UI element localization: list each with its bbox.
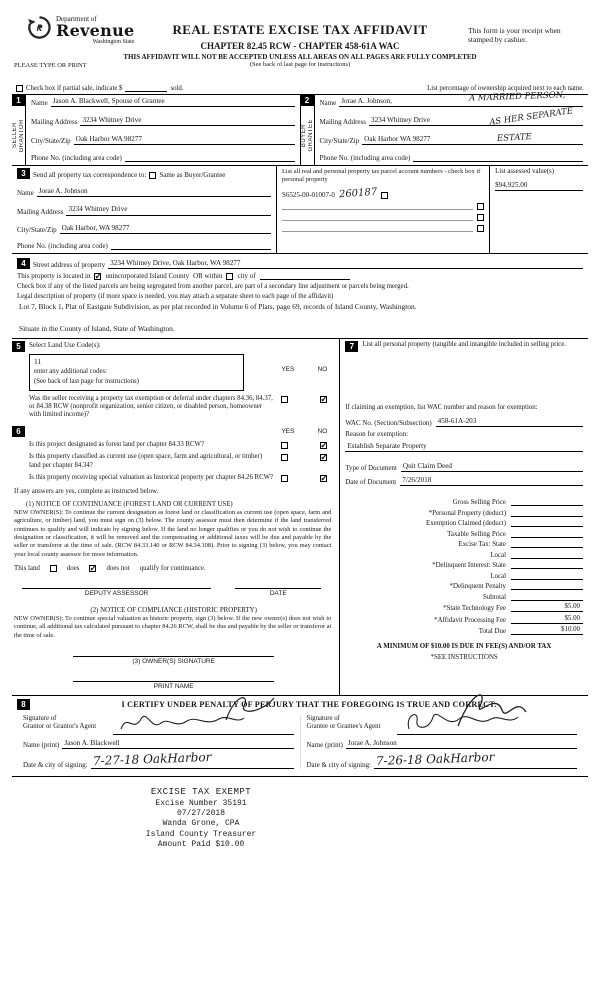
q3-no-checkbox[interactable] — [320, 475, 327, 482]
if-yes-instruction: If any answers are yes, complete as instructed below. — [14, 487, 159, 495]
partial-sale-amount-line[interactable] — [125, 91, 167, 92]
grantor-date-city-field[interactable] — [91, 750, 294, 769]
q1-yes-checkbox[interactable] — [281, 442, 288, 449]
section-2-number: 2 — [301, 95, 314, 106]
unincorporated-checkbox[interactable] — [94, 273, 101, 280]
located-in-label: This property is located in — [17, 272, 91, 280]
s6-question-2: Is this property classified as current use (open space, farm and agricultural, or timber) land per chapter 84.34? — [29, 453, 263, 469]
land-use-codebox — [29, 354, 244, 391]
fee-label: *Personal Property (deduct) — [428, 509, 506, 517]
buyer-name-label: Name — [319, 99, 337, 108]
buyer-city-label: City/State/Zip — [319, 137, 360, 146]
middle-columns — [12, 339, 588, 696]
q2-yes-checkbox[interactable] — [281, 454, 288, 461]
fee-label: Total Due — [478, 628, 506, 636]
or-within-label: OR within — [193, 272, 223, 280]
grantor-signature-line[interactable] — [113, 715, 294, 735]
city-of-label: city of — [237, 272, 256, 280]
section-5-number: 5 — [12, 341, 25, 352]
parcel-number-value[interactable]: S6525-00-01007-0 — [281, 190, 335, 199]
q2-no-checkbox[interactable] — [320, 454, 327, 461]
fee-label: Exemption Claimed (deduct) — [426, 520, 506, 528]
fee-label: Gross Selling Price — [452, 499, 506, 507]
left-column — [12, 339, 340, 695]
correspondence-section — [12, 166, 588, 254]
fee-value[interactable] — [511, 582, 583, 590]
parcel-personal-checkbox-1[interactable] — [381, 192, 388, 199]
stamp-excise-number: Excise Number 35191 — [155, 798, 247, 808]
land-use-code-field[interactable]: 11 — [34, 356, 42, 366]
fee-label: Subtotal — [483, 593, 506, 601]
continuance-does-not-checkbox[interactable] — [89, 565, 96, 572]
segregated-note: Check box if any of the listed parcels are being segregated from another parcel, are part of a secondary line adjustment or parcels being merged. — [17, 283, 409, 290]
fee-label: *Delinquent Interest: State — [432, 562, 506, 570]
s5-yes-no-header: YES NO — [281, 365, 328, 373]
fee-label: *Delinquent Penalty — [449, 583, 506, 591]
grantor-sig-label-1: Signature of — [23, 714, 57, 722]
seller-city-field[interactable]: Oak Harbor WA 98277 — [74, 135, 295, 145]
parcel-personal-checkbox-2[interactable] — [477, 203, 484, 210]
grantee-signature-ink — [403, 709, 523, 735]
date-of-document-field[interactable]: 7/26/2018 — [400, 476, 583, 486]
fee-value[interactable] — [511, 498, 583, 506]
logo-wa-state: Washington State — [92, 39, 135, 45]
personal-property-blank-area[interactable] — [345, 352, 583, 404]
buyer-city-handwriting: ESTATE — [496, 132, 532, 144]
buyer-section — [300, 90, 589, 165]
fee-value[interactable] — [511, 509, 583, 517]
fee-value[interactable] — [511, 561, 583, 569]
reason-field[interactable]: Establish Separate Property — [345, 442, 583, 452]
fee-label: Taxable Selling Price — [447, 530, 506, 538]
does-not-label: does not — [106, 564, 130, 572]
fee-value[interactable]: $10.00 — [511, 626, 583, 635]
corr-phone-field[interactable] — [111, 242, 271, 250]
grantee-sig-label-1: Signature of — [306, 714, 340, 722]
fee-value[interactable] — [511, 530, 583, 538]
corr-mailing-label: Mailing Address — [17, 207, 64, 216]
parcel-numbers-header: List all real and personal property tax parcel account numbers - check box if personal property — [281, 168, 481, 183]
type-of-document-label: Type of Document — [345, 464, 397, 472]
buyer-name-field[interactable]: Jorae A. Johnson, — [339, 97, 583, 107]
certify-statement: I CERTIFY UNDER PENALTY OF PERJURY THAT THE FOREGOING IS TRUE AND CORRECT. — [121, 699, 497, 709]
parcel-personal-checkbox-3[interactable] — [477, 214, 484, 221]
legal-description-value[interactable]: Lot 7, Block 1, Plat of Eastgate Subdivision, as per plat recorded in Volume 6 of Plats, page 69, records of Island County, Washington. — [19, 302, 417, 311]
grantee-signature-block — [300, 715, 584, 769]
seller-phone-label: Phone No. (including area code) — [31, 153, 122, 162]
logo-revenue: Revenue — [56, 21, 135, 40]
s6-question-3: Is this property receiving special valuation as historical property per chapter 84.26 RCW? — [29, 474, 274, 482]
street-address-field[interactable]: 3234 Whitney Drive, Oak Harbor, WA 98277 — [108, 259, 583, 269]
notice2-body: NEW OWNER(S): To continue special valuation as historic property, sign (3) below. If the new owner(s) does not wish to continue, all additional tax calculated pursuant to chapter 84.26 RCW, shall be due and payable by the seller or transferor at the time of sale. — [14, 614, 332, 639]
parcel-blank-line-3[interactable] — [282, 214, 473, 221]
grantee-date-handwriting: 7-26-18 OakHarbor — [375, 750, 495, 769]
logo-dept-of: Department of — [56, 15, 97, 23]
city-checkbox[interactable] — [226, 273, 233, 280]
see-instructions-note: *SEE INSTRUCTIONS — [430, 654, 498, 662]
parcel-blank-line-4[interactable] — [282, 225, 473, 232]
grantee-name-field[interactable]: Jorae A. Johnson — [346, 739, 577, 749]
continuance-does-checkbox[interactable] — [50, 565, 57, 572]
assessed-value-field[interactable]: $94,925.00 — [495, 181, 583, 191]
seller-phone-field[interactable] — [125, 154, 295, 162]
fee-label: *Affidavit Processing Fee — [434, 616, 506, 624]
fee-value[interactable]: $5.00 — [511, 615, 583, 624]
minimum-due-note: A MINIMUM OF $10.00 IS DUE IN FEE(S) AND/OR TAX — [376, 643, 552, 651]
fee-value[interactable]: $5.00 — [511, 603, 583, 612]
type-of-document-field[interactable]: Quit Claim Deed — [401, 462, 583, 472]
same-as-buyer-checkbox[interactable] — [149, 172, 156, 179]
corr-city-label: City/State/Zip — [17, 225, 57, 234]
s5-no-checkbox[interactable] — [320, 396, 327, 403]
stamp-treasurer-title: Island County Treasurer — [145, 829, 257, 839]
parties-row — [12, 90, 588, 166]
assessor-date-line[interactable]: DATE — [235, 588, 321, 597]
partial-sale-label: Check box if partial sale, indicate $ — [26, 85, 123, 92]
does-label: does — [66, 564, 80, 572]
parcel-handwriting: 260187 — [338, 186, 378, 200]
s5-yes-checkbox[interactable] — [281, 396, 288, 403]
owners-signature-line[interactable]: (3) OWNER(S) SIGNATURE — [73, 656, 273, 665]
assessed-values-header: List assessed value(s) — [495, 168, 554, 175]
same-as-buyer-label: Same as Buyer/Grantee — [159, 170, 226, 179]
additional-codes-label: enter any additional codes: — [34, 368, 108, 376]
unincorporated-label: unincorporated Island County — [105, 272, 190, 280]
stamp-date: 07/27/2018 — [176, 809, 225, 819]
fee-value[interactable] — [511, 593, 583, 601]
warning-line: THIS AFFIDAVIT WILL NOT BE ACCEPTED UNLESS ALL AREAS ON ALL PAGES ARE FULLY COMPLETED — [123, 53, 477, 61]
reason-label: Reason for exemption: — [345, 430, 409, 438]
street-address-label: Street address of property — [33, 260, 106, 269]
send-correspondence-label: Send all property tax correspondence to: — [33, 170, 147, 179]
section-3-number: 3 — [17, 168, 30, 179]
section-8-number: 8 — [17, 699, 30, 710]
corr-name-field[interactable]: Jorae A. Johnson — [37, 187, 271, 197]
dor-logo — [26, 14, 135, 45]
partial-sale-checkbox[interactable] — [16, 85, 23, 92]
print-name-line[interactable]: PRINT NAME — [73, 681, 273, 690]
warning-subline: (See back of last page for instructions) — [249, 61, 351, 68]
stamp-exempt-line: EXCISE TAX EXEMPT — [150, 786, 252, 797]
buyer-phone-field[interactable] — [413, 154, 583, 162]
buyer-phone-label: Phone No. (including area code) — [319, 153, 411, 162]
fee-value[interactable] — [511, 540, 583, 548]
section-1-number: 1 — [12, 95, 25, 106]
notice2-title: (2) NOTICE OF COMPLIANCE (HISTORIC PROPERTY) — [90, 606, 257, 614]
grantor-signature-ink — [117, 711, 247, 735]
grantor-name-print-label: Name (print) — [23, 741, 60, 750]
seller-name-field[interactable]: Jason A. Blackwell, Spouse of Grantee — [51, 97, 295, 107]
grantor-signature-block — [17, 715, 300, 769]
grantor-date-handwriting: 7-27-18 OakHarbor — [92, 750, 212, 769]
grantor-name-field[interactable]: Jason A. Blackwell — [62, 739, 293, 749]
fee-label: Excise Tax: State — [458, 541, 506, 549]
partial-sale-sold-label: sold. — [170, 85, 184, 92]
buyer-city-field[interactable]: Oak Harbor WA 98277 — [362, 135, 583, 145]
seller-name-label: Name — [31, 99, 48, 108]
section-4-number: 4 — [17, 258, 30, 269]
property-address-section — [12, 254, 588, 339]
grantor-sig-label-2: Grantor or Grantor's Agent — [23, 723, 97, 731]
s6-yes-no-header: YES NO — [281, 427, 328, 435]
form-header — [0, 0, 600, 82]
stamp-amount-paid: Amount Paid $10.00 — [157, 840, 245, 850]
seller-mailing-label: Mailing Address — [31, 118, 78, 127]
section-6-number: 6 — [12, 426, 25, 437]
buyer-side-label: BUYER GRANTEE — [300, 119, 314, 152]
form-title: REAL ESTATE EXCISE TAX AFFIDAVIT — [172, 22, 428, 37]
date-of-document-label: Date of Document — [345, 478, 397, 486]
this-land-label: This land — [14, 564, 40, 572]
please-type-or-print: PLEASE TYPE OR PRINT — [14, 62, 87, 69]
receipt-note: This form is your receipt when stamped by cashier. — [468, 26, 561, 45]
land-use-label: Select Land Use Code(s): — [29, 340, 101, 349]
buyer-mailing-label: Mailing Address — [319, 118, 366, 127]
dor-logo-text — [56, 14, 135, 45]
wac-label: WAC No. (Section/Subsection) — [345, 419, 432, 427]
city-name-line[interactable] — [260, 272, 350, 280]
section-7 — [340, 339, 588, 695]
buyer-name-handwriting: A MARRIED PERSON, — [468, 90, 565, 104]
stamp-treasurer-name: Wanda Grone, CPA — [162, 819, 240, 829]
qualify-label: qualify for continuance. — [139, 564, 206, 572]
form-subtitle: CHAPTER 82.45 RCW - CHAPTER 458-61A WAC — [200, 41, 400, 51]
seller-mailing-field[interactable]: 3234 Whitney Drive — [80, 116, 294, 126]
corr-name-label: Name — [17, 189, 34, 198]
wac-field[interactable]: 458-61A-203 — [436, 417, 583, 427]
buyer-mailing-field[interactable]: 3234 Whitney Drive — [369, 116, 583, 126]
legal-description-label: Legal description of property (if more space is needed, you may attach a separate sheet to each page of the affidavit) — [17, 293, 334, 300]
notice1-title: (1) NOTICE OF CONTINUANCE (FOREST LAND OR CURRENT USE) — [26, 500, 233, 508]
section-7-number: 7 — [345, 341, 358, 352]
grantor-date-city-label: Date & city of signing: — [23, 760, 88, 769]
grantee-sig-label-2: Grantee or Grantee's Agent — [306, 723, 381, 731]
q3-yes-checkbox[interactable] — [281, 475, 288, 482]
certification-section — [12, 696, 588, 777]
ownership-note: List percentage of ownership acquired next to each name. — [427, 85, 584, 92]
corr-phone-label: Phone No. (including area code) — [17, 241, 108, 250]
buyer-mailing-handwriting: AS HER SEPARATE — [488, 106, 574, 128]
deputy-assessor-line[interactable]: DEPUTY ASSESSOR — [22, 588, 211, 597]
fee-label: Local — [490, 551, 506, 559]
q1-no-checkbox[interactable] — [320, 442, 327, 449]
treasurer-stamp — [86, 787, 316, 851]
see-back-note: (See back of last page for instructions) — [34, 378, 139, 385]
seller-side-label: SELLER GRANTOR — [12, 118, 25, 153]
fee-value[interactable] — [511, 519, 583, 527]
parcel-personal-checkbox-4[interactable] — [477, 225, 484, 232]
seller-city-label: City/State/Zip — [31, 137, 71, 146]
corr-mailing-field[interactable]: 3234 Whitney Drive — [66, 205, 270, 215]
seller-section — [12, 95, 300, 165]
fee-value[interactable] — [511, 551, 583, 559]
grantee-name-print-label: Name (print) — [306, 741, 343, 750]
fee-label: Local — [490, 572, 506, 580]
exemption-intro: If claiming an exemption, list WAC number and reason for exemption: — [345, 403, 538, 411]
fee-label: *State Technology Fee — [443, 605, 506, 613]
situate-line: Situate in the County of Island, State of Washington. — [19, 323, 175, 333]
fee-value[interactable] — [511, 572, 583, 580]
personal-property-label: List all personal property (tangible and intangible included in selling price. — [362, 340, 566, 348]
grantee-date-city-label: Date & city of signing: — [306, 760, 372, 769]
grantee-date-city-field[interactable] — [374, 750, 577, 769]
parcel-blank-line-2[interactable] — [282, 203, 473, 210]
revenue-swirl-icon — [26, 14, 53, 41]
notice1-body: NEW OWNER(S): To continue the current designation as forest land or classification as current use (open space, farm and agriculture, or timber) land, you must sign on (3) below. The county assessor must then determine if the land transferred continues to qualify and will indicate by signing below. If the land no longer qualifies or you do not wish to continue the designation or classification, it will be removed and the compensating or additional taxes will be due and payable by the seller or transferor at the time of sale. (RCW 84.33.140 or RCW 84.34.108). Prior to signing (3) below, you may contact your local county assessor for more information. — [14, 508, 332, 558]
corr-city-field[interactable]: Oak Harbor, WA 98277 — [60, 224, 271, 234]
grantee-signature-line[interactable] — [397, 715, 578, 735]
s5-exemption-question: Was the seller receiving a property tax exemption or deferral under chapters 84.36, 84.37, or 84.38 RCW (nonprofit organization, senior citizen, or disabled person, homeowner with limited income)? — [29, 394, 273, 419]
s6-question-1: Is this project designated as forest land per chapter 84.33 RCW? — [29, 440, 204, 448]
